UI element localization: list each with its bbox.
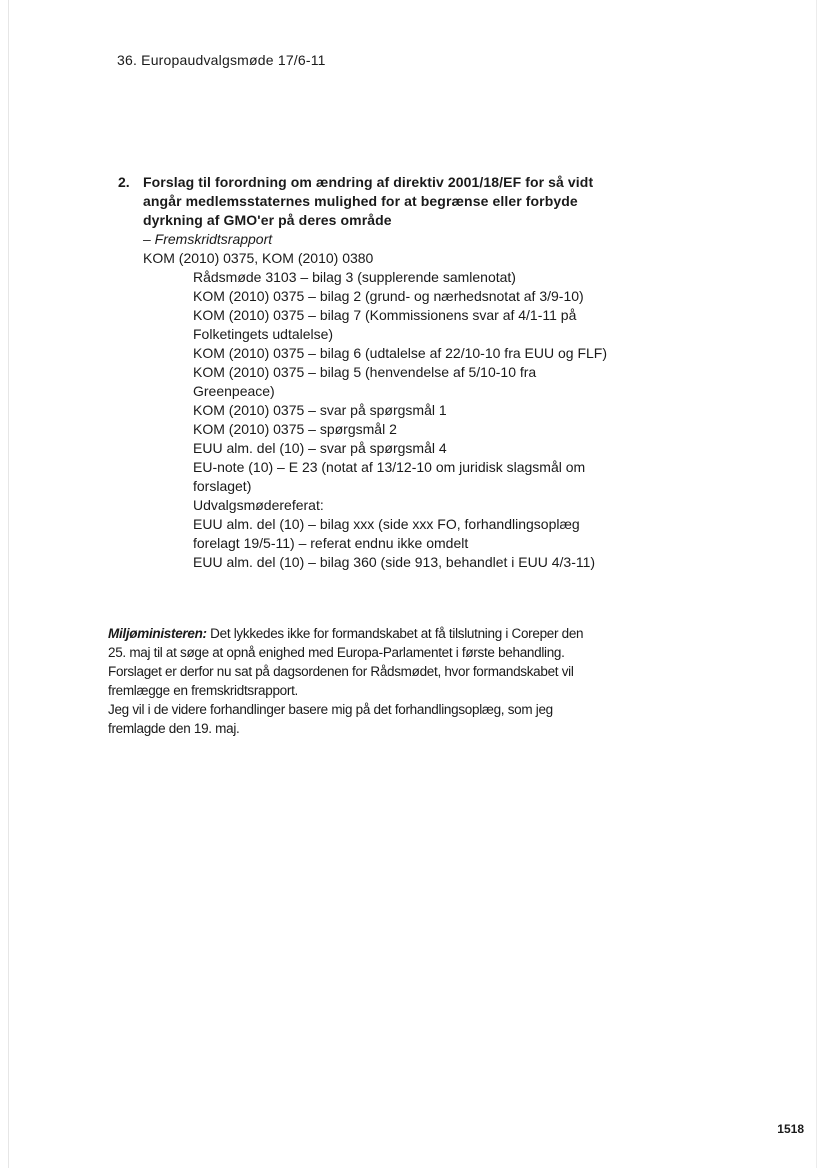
statement-paragraph: Jeg vil i de videre forhandlinger basere mig på det forhandlingsoplæg, som jeg fremlagde den 19. maj. xyxy=(108,702,553,736)
scan-edge xyxy=(8,0,9,1168)
speaker-label: Miljøministeren: xyxy=(108,626,207,641)
reference-item: Udvalgsmødereferat: xyxy=(193,497,324,513)
reference-item: KOM (2010) 0375 – spørgsmål 2 xyxy=(193,421,397,437)
statement-text: Det lykkedes ikke for formandskabet at få tilslutning i Coreper den 25. maj til at søge at opnå enighed med Europa-Parlamentet i første behandling. Forslaget er derfor nu sat på dagsordenen for Rådsmødet, hvor formandskabet vil fremlægge en fremskridtsrapport. xyxy=(108,626,584,698)
reference-item: KOM (2010) 0375 – svar på spørgsmål 1 xyxy=(193,402,447,418)
reference-item: EUU alm. del (10) – bilag xxx (side xxx FO, forhandlingsoplæg forelagt 19/5-11) – referat endnu ikke omdelt xyxy=(193,516,580,551)
item-subtitle: – Fremskridtsrapport xyxy=(143,231,273,247)
reference-item: KOM (2010) 0375 – bilag 7 (Kommissionens svar af 4/1-11 på Folketingets udtalelse) xyxy=(193,307,577,342)
reference-item: EUU alm. del (10) – bilag 360 (side 913, behandlet i EUU 4/3-11) xyxy=(193,554,596,570)
item-title: Forslag til forordning om ændring af direktiv 2001/18/EF for så vidt angår medlemsstaternes mulighed for at begrænse eller forbyde dyrkning af GMO'er på deres område xyxy=(143,174,594,228)
reference-item: EU-note (10) – E 23 (notat af 13/12-10 om juridisk slagsmål om forslaget) xyxy=(193,459,586,494)
statement-paragraph xyxy=(108,624,603,700)
kom-references: KOM (2010) 0375, KOM (2010) 0380 xyxy=(143,250,374,266)
reference-list xyxy=(193,268,618,572)
item-number: 2. xyxy=(118,174,130,190)
reference-item: Rådsmøde 3103 – bilag 3 (supplerende samlenotat) xyxy=(193,269,516,285)
minister-statement xyxy=(108,624,603,738)
reference-item: KOM (2010) 0375 – bilag 2 (grund- og nærhedsnotat af 3/9-10) xyxy=(193,288,584,304)
scan-edge xyxy=(816,0,817,1168)
page-header: 36. Europaudvalgsmøde 17/6-11 xyxy=(117,52,326,68)
page-number: 1518 xyxy=(777,1122,804,1136)
agenda-item xyxy=(118,173,618,572)
reference-item: KOM (2010) 0375 – bilag 6 (udtalelse af 22/10-10 fra EUU og FLF) xyxy=(193,345,607,361)
reference-item: EUU alm. del (10) – svar på spørgsmål 4 xyxy=(193,440,447,456)
reference-item: KOM (2010) 0375 – bilag 5 (henvendelse af 5/10-10 fra Greenpeace) xyxy=(193,364,537,399)
